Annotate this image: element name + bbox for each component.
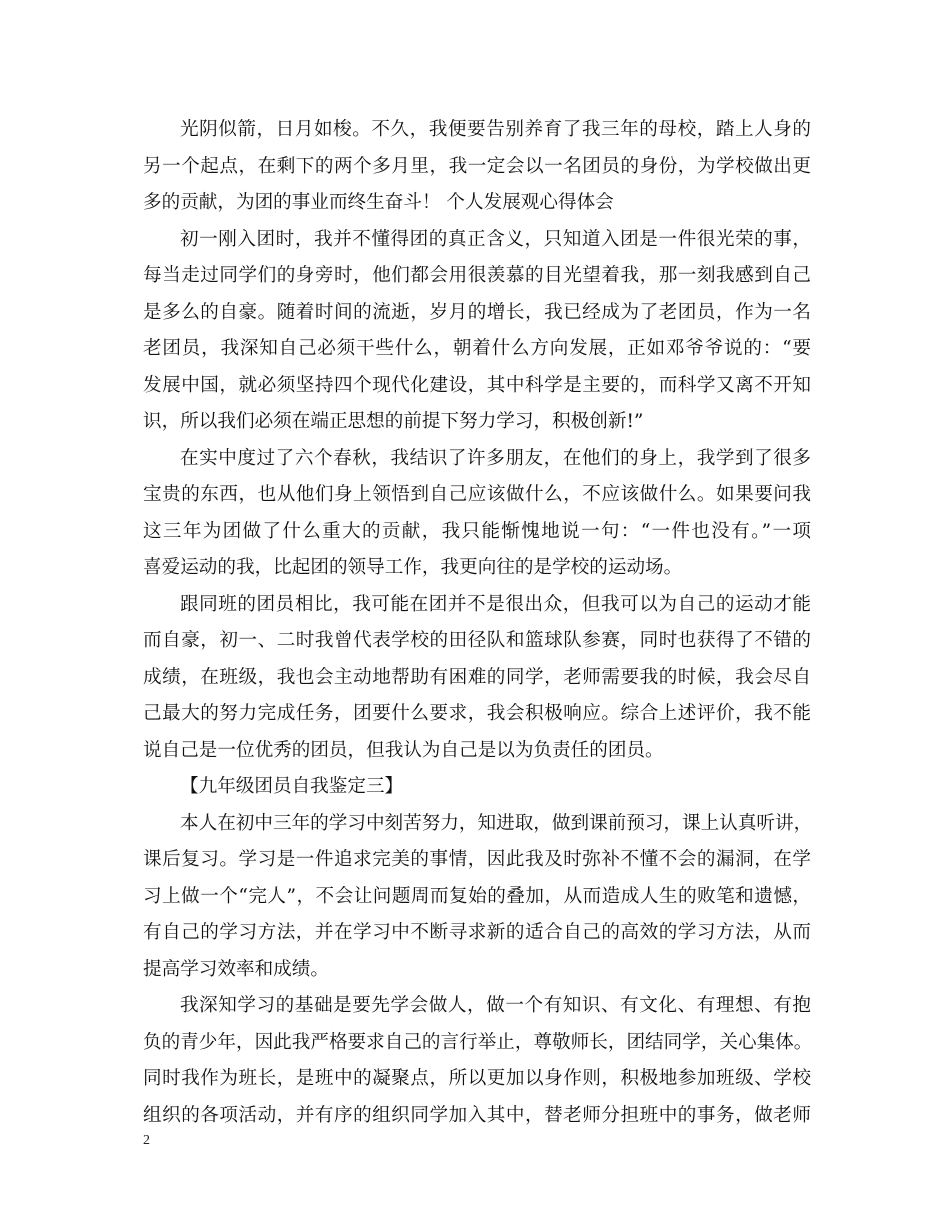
- document-body: [143, 112, 811, 1134]
- text-line: 初一刚入团时，我并不懂得团的真正含义，只知道入团是一件很光荣的事，: [180, 228, 811, 250]
- text-line: 习上做一个“完人”，不会让问题周而复始的叠加，从而造成人生的败笔和遗憾，: [143, 885, 811, 907]
- text-line: 另一个起点，在剩下的两个多月里，我一定会以一名团员的身份，为学校做出更: [143, 155, 811, 177]
- text-line: 组织的各项活动，并有序的组织同学加入其中，替老师分担班中的事务，做老师: [143, 1104, 811, 1126]
- text-line: 多的贡献，为团的事业而终生奋斗！ 个人发展观心得体会: [143, 192, 614, 213]
- text-line: 这三年为团做了什么重大的贡献，我只能惭愧地说一句：“一件也没有。”一项: [143, 520, 811, 542]
- text-line: 光阴似箭，日月如梭。不久，我便要告别养育了我三年的母校，踏上人身的: [180, 119, 811, 140]
- text-line: 【九年级团员自我鉴定三】: [180, 776, 404, 797]
- text-line: 说自己是一位优秀的团员，但我认为自己是以为负责任的团员。: [143, 739, 664, 761]
- text-line: 本人在初中三年的学习中刻苦努力，知进取，做到课前预习，课上认真听讲，: [180, 812, 813, 834]
- text-line: 己最大的努力完成任务，团要什么要求，我会积极响应。综合上述评价，我不能: [143, 703, 811, 724]
- text-line: 跟同班的团员相比，我可能在团并不是很出众，但我可以为自己的运动才能: [180, 593, 811, 615]
- text-line: 宝贵的东西，也从他们身上领悟到自己应该做什么，不应该做什么。如果要问我: [143, 484, 811, 505]
- text-line: 而自豪，初一、二时我曾代表学校的田径队和篮球队参赛，同时也获得了不错的: [143, 630, 811, 651]
- text-line: 在实中度过了六个春秋，我结识了许多朋友，在他们的身上，我学到了很多: [180, 447, 811, 469]
- text-line: 每当走过同学们的身旁时，他们都会用很羡慕的目光望着我，那一刻我感到自己: [143, 265, 811, 286]
- text-line: 成绩，在班级，我也会主动地帮助有困难的同学，老师需要我的时候，我会尽自: [143, 666, 811, 688]
- text-line: 我深知学习的基础是要先学会做人，做一个有知识、有文化、有理想、有抱: [180, 995, 811, 1016]
- text-line: 负的青少年，因此我严格要求自己的言行举止，尊敬师长，团结同学，关心集体。: [143, 1031, 813, 1053]
- text-line: 有自己的学习方法，并在学习中不断寻求新的适合自己的高效的学习方法，从而: [143, 922, 811, 943]
- text-line: 提高学习效率和成绩。: [143, 958, 329, 980]
- text-line: 同时我作为班长，是班中的凝聚点，所以更加以身作则，积极地参加班级、学校: [143, 1068, 811, 1089]
- text-line: 发展中国，就必须坚持四个现代化建设，其中科学是主要的，而科学又离不开知: [143, 374, 811, 396]
- text-line: 老团员，我深知自己必须干些什么，朝着什么方向发展，正如邓爷爷说的：“要: [143, 338, 811, 359]
- text-line: 喜爱运动的我，比起团的领导工作，我更向往的是学校的运动场。: [143, 557, 683, 578]
- page-number: 2: [143, 1133, 150, 1148]
- text-line: 课后复习。学习是一件追求完美的事情，因此我及时弥补不懂不会的漏洞，在学: [143, 849, 811, 870]
- text-line: 识，所以我们必须在端正思想的前提下努力学习，积极创新!”: [143, 411, 644, 432]
- text-line: 是多么的自豪。随着时间的流逝，岁月的增长，我已经成为了老团员，作为一名: [143, 301, 811, 323]
